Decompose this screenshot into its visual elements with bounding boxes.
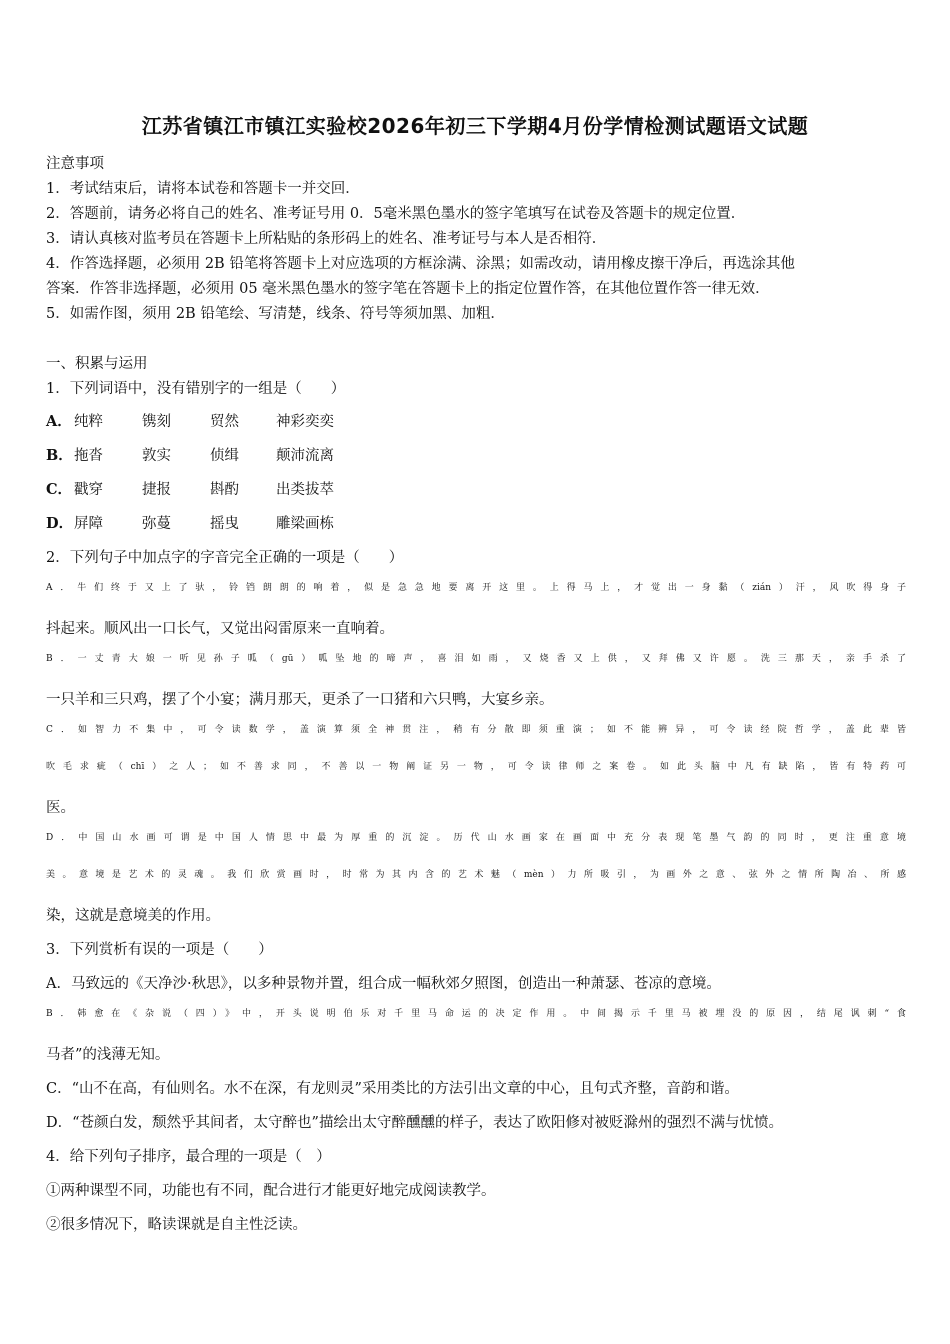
q2-line: B．一丈青大娘一听见孙子呱（gū）呱坠地的啼声，喜泪如雨，又烧香又上供，又拜佛又许愿。洗三那天，亲手杀了 bbox=[46, 654, 906, 664]
q3-line: D．“苍颜白发，颓然乎其间者，太守醉也”描绘出太守醉醺醺的样子，表达了欧阳修对被贬滁州的强烈不满与忧愤。 bbox=[46, 1115, 783, 1131]
q3-line: C．“山不在高，有仙则名。水不在深，有龙则灵”采用类比的方法引出文章的中心，且句式齐整，音韵和谐。 bbox=[46, 1081, 739, 1097]
q2-line: 染，这就是意境美的作用。 bbox=[46, 908, 220, 924]
q2-line: 抖起来。顺风出一口长气，又觉出闷雷原来一直响着。 bbox=[46, 621, 394, 637]
notice-item: 1．考试结束后，请将本试卷和答题卡一并交回． bbox=[46, 181, 360, 197]
option-word: 弥蔓 bbox=[142, 516, 171, 532]
option-word: 贸然 bbox=[210, 414, 239, 430]
notice-item: 2．答题前，请务必将自己的姓名、准考证号用 0．5毫米黑色墨水的签字笔填写在试卷及答题卡的规定位置． bbox=[46, 206, 746, 222]
q1-option-d bbox=[46, 512, 334, 533]
q2-line: 一只羊和三只鸡，摆了个小宴；满月那天，更杀了一口猪和六只鸭，大宴乡亲。 bbox=[46, 692, 554, 708]
option-label: D． bbox=[46, 515, 74, 532]
option-word: 屏障 bbox=[74, 516, 103, 532]
q2-line: D．中国山水画可谓是中国人情思中最为厚重的沉淀。历代山水画家在画面中充分表现笔墨气韵的同时，更注重意境 bbox=[46, 833, 906, 843]
q1-option-b bbox=[46, 444, 334, 465]
option-word: 纯粹 bbox=[74, 414, 103, 430]
q2-line: 美。意境是艺术的灵魂。我们欣赏画时，时常为其内含的艺术魅（mèn）力所吸引，为画外之意、弦外之情所陶冶、所感 bbox=[46, 870, 906, 880]
question-stem: 4．给下列句子排序，最合理的一项是（ ） bbox=[46, 1149, 331, 1165]
notice-item: 答案．作答非选择题，必须用 05 毫米黑色墨水的签字笔在答题卡上的指定位置作答，在其他位置作答一律无效． bbox=[46, 281, 770, 297]
q1-option-a bbox=[46, 410, 334, 431]
notice-item: 4．作答选择题，必须用 2B 铅笔将答题卡上对应选项的方框涂满、涂黑；如需改动，请用橡皮擦干净后，再选涂其他 bbox=[46, 256, 795, 272]
notice-item: 5．如需作图，须用 2B 铅笔绘、写清楚，线条、符号等须加黑、加粗． bbox=[46, 306, 505, 322]
section-heading: 一、积累与运用 bbox=[46, 356, 148, 372]
q4-line: ①两种课型不同，功能也有不同，配合进行才能更好地完成阅读教学。 bbox=[46, 1183, 496, 1199]
option-label: B． bbox=[46, 447, 73, 464]
q2-line: C．如智力不集中，可令读数学，盖演算须全神贯注，稍有分散即须重演；如不能辨异，可令读经院哲学，盖此辈皆 bbox=[46, 725, 906, 735]
q1-option-c bbox=[46, 478, 334, 499]
notice-item: 3．请认真核对监考员在答题卡上所粘贴的条形码上的姓名、准考证号与本人是否相符． bbox=[46, 231, 607, 247]
question-stem: 3．下列赏析有误的一项是（ ） bbox=[46, 942, 273, 958]
option-word: 敦实 bbox=[142, 448, 171, 464]
q2-line: A．牛们终于又上了驮，铃铛朗朗的响着，似是急急地要离开这里。上得马上，才觉出一身黏（zián）汗，风吹得身子 bbox=[46, 583, 906, 593]
option-label: C． bbox=[46, 481, 73, 498]
q2-line: 吹毛求疵（chī）之人；如不善求同，不善以一物阐证另一物，可令读律师之案卷。如此头脑中凡有缺陷，皆有特药可 bbox=[46, 762, 906, 772]
option-word: 捷报 bbox=[142, 482, 171, 498]
option-word: 拖沓 bbox=[74, 448, 103, 464]
option-word: 颠沛流离 bbox=[276, 448, 334, 464]
q4-line: ②很多情况下，略读课就是自主性泛读。 bbox=[46, 1217, 307, 1233]
q3-line: B．韩愈在《杂说（四）》中，开头说明伯乐对千里马命运的决定作用。中间揭示千里马被埋没的原因，结尾讽刺“食 bbox=[46, 1009, 906, 1019]
notice-heading: 注意事项 bbox=[46, 156, 104, 172]
q2-line: 医。 bbox=[46, 800, 75, 816]
q3-line: A．马致远的《天净沙·秋思》，以多种景物并置，组合成一幅秋郊夕照图，创造出一种萧瑟、苍凉的意境。 bbox=[46, 976, 721, 992]
question-stem: 2．下列句子中加点字的字音完全正确的一项是（ ） bbox=[46, 550, 404, 566]
option-word: 戳穿 bbox=[74, 482, 103, 498]
option-word: 斟酌 bbox=[210, 482, 239, 498]
option-word: 侦缉 bbox=[210, 448, 239, 464]
option-word: 出类拔萃 bbox=[276, 482, 334, 498]
option-word: 镌刻 bbox=[142, 414, 171, 430]
option-label: A． bbox=[46, 413, 72, 430]
question-stem: 1．下列词语中，没有错别字的一组是（ ） bbox=[46, 381, 346, 397]
option-word: 雕梁画栋 bbox=[276, 516, 334, 532]
option-word: 神彩奕奕 bbox=[276, 414, 334, 430]
option-word: 摇曳 bbox=[210, 516, 239, 532]
q3-line: 马者”的浅薄无知。 bbox=[46, 1047, 170, 1063]
page-title: 江苏省镇江市镇江实验校2026年初三下学期4月份学情检测试题语文试题 bbox=[141, 114, 809, 138]
